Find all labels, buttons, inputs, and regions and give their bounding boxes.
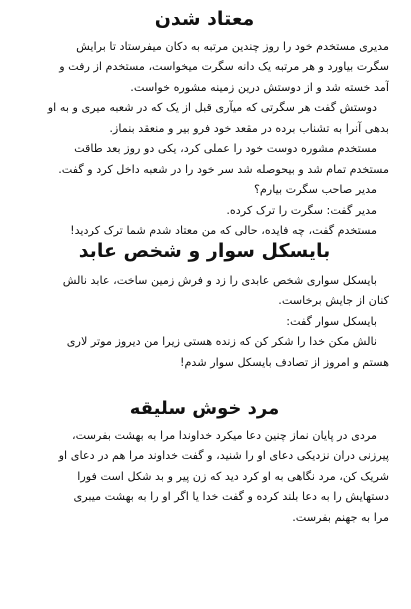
- story-line: شریک کن، مرد نگاهی به او کرد دید که زن پیر و بد شکل است فورا: [77, 469, 389, 483]
- story-body: [20, 271, 389, 374]
- story-body: [20, 426, 389, 529]
- story-line: بایسکل سواری شخص عابدی را زد و فرش زمین ساخت، عابد نالش: [62, 273, 377, 287]
- story-line: بایسکل سوار گفت:: [286, 314, 377, 328]
- story-line: مرا به جهنم بفرست.: [292, 510, 389, 524]
- story-title: بایسکل سوار و شخص عابد: [78, 240, 331, 262]
- story-line: کنان از جایش برخاست.: [278, 294, 389, 308]
- story-line: مردی در پایان نماز چنین دعا میکرد خداوندا مرا به بهشت بفرست،: [72, 428, 377, 442]
- story-line: پیرزنی دران نزدیکی دعای او را شنید، و گفت خداوند مرا هم در دعای او: [58, 449, 389, 463]
- story-body: [20, 37, 389, 242]
- story-picky-man: [20, 398, 389, 528]
- story-line: دوستش گفت هر سگرتی که میآری قبل از یک که در شعبه میری و به او: [47, 101, 377, 115]
- story-line: مستخدم مشوره دوست خود را عملی کرد، یکی دو روز بعد طاقت: [74, 142, 377, 156]
- story-line: هستم و امروز از تصادف بایسکل سوار شدم!: [180, 355, 389, 369]
- story-line: آمد خسته شد و از دوستش درین زمینه مشوره خواست.: [130, 80, 389, 94]
- story-line: بدهی آنرا به تشناب برده در مقعد خود فرو بیر و منعقد بنماز.: [109, 121, 389, 135]
- story-line: نالش مکن خدا را شکر کن که زنده هستی زیرا من دیروز موتر لاری: [66, 335, 377, 349]
- story-line: مستخدم گفت، چه فایده، حالی که من معتاد شدم شما ترک کردید!: [70, 224, 377, 238]
- story-line: مستخدم تمام شد و بیحوصله شد سر خود را در شعبه داخل کرد و گفت.: [58, 162, 389, 176]
- story-title: معتاد شدن: [154, 8, 255, 30]
- story-title: مرد خوش سلیقه: [129, 398, 280, 419]
- story-line: مدیری مستخدم خود را روز چندین مرتبه به دکان میفرستاد تا برایش: [76, 39, 389, 53]
- story-line: مدیر گفت: سگرت را ترک کرده.: [226, 203, 377, 217]
- story-line: دستهایش را به دعا بلند کرده و گفت خدا یا اگر او را به بهشت میبری: [73, 490, 389, 504]
- story-cyclist: [20, 240, 389, 373]
- story-line: سگرت بیاورد و هر مرتبه یک دانه سگرت میخواست، مستخدم از رفت و: [59, 60, 389, 74]
- story-addiction: [20, 8, 389, 242]
- story-line: مدیر صاحب سگرت بیارم؟: [253, 183, 377, 197]
